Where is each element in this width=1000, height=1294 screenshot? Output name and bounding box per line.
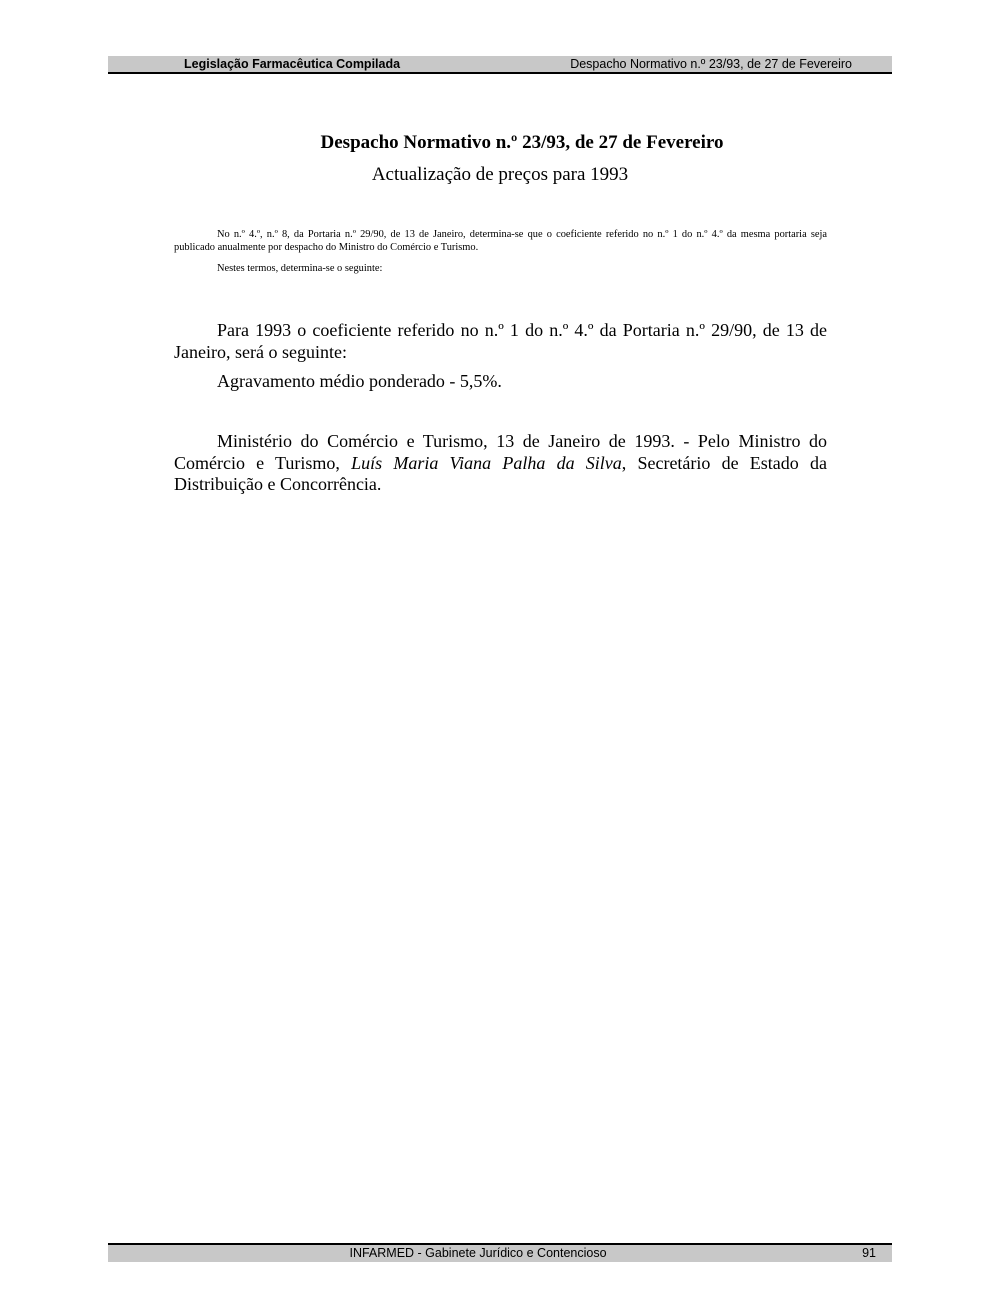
- body-paragraph: Para 1993 o coeficiente referido no n.º 1 do n.º 4.º da Portaria n.º 29/90, de 13 de Janeiro, será o seguinte:: [174, 320, 827, 362]
- preamble-paragraph: Nestes termos, determina-se o seguinte:: [217, 263, 383, 274]
- signatory-name: Luís Maria Viana Palha da Silva: [351, 452, 622, 473]
- body-paragraph: Agravamento médio ponderado - 5,5%.: [217, 371, 502, 391]
- footer-publisher: INFARMED - Gabinete Jurídico e Contencioso: [349, 1246, 607, 1260]
- dispositive-section: [174, 320, 827, 393]
- running-footer: [108, 1243, 892, 1262]
- page-number: 91: [862, 1246, 876, 1260]
- document-subtitle: Actualização de preços para 1993: [371, 164, 629, 185]
- closing-text: , Secretário de Estado da Distribuição e Concorrência.: [174, 452, 827, 494]
- closing-section: [174, 431, 827, 496]
- closing-text: Ministério do Comércio e Turismo, 13 de Janeiro de 1993. - Pelo Ministro do Comércio e Turismo,: [174, 431, 827, 473]
- preamble-paragraph: No n.º 4.º, n.º 8, da Portaria n.º 29/90, de 13 de Janeiro, determina-se que o coeficiente referido no n.º 1 do n.º 4.º da mesma portaria seja publicado anualmente por despacho do Ministro do Comércio e Turismo.: [174, 229, 827, 253]
- closing-paragraph: [174, 431, 827, 496]
- running-header: [108, 56, 892, 74]
- document-title: Despacho Normativo n.º 23/93, de 27 de Fevereiro: [320, 132, 724, 153]
- header-collection-title: Legislação Farmacêutica Compilada: [184, 57, 401, 71]
- preamble: [174, 228, 827, 283]
- header-document-reference: Despacho Normativo n.º 23/93, de 27 de Fevereiro: [570, 57, 852, 71]
